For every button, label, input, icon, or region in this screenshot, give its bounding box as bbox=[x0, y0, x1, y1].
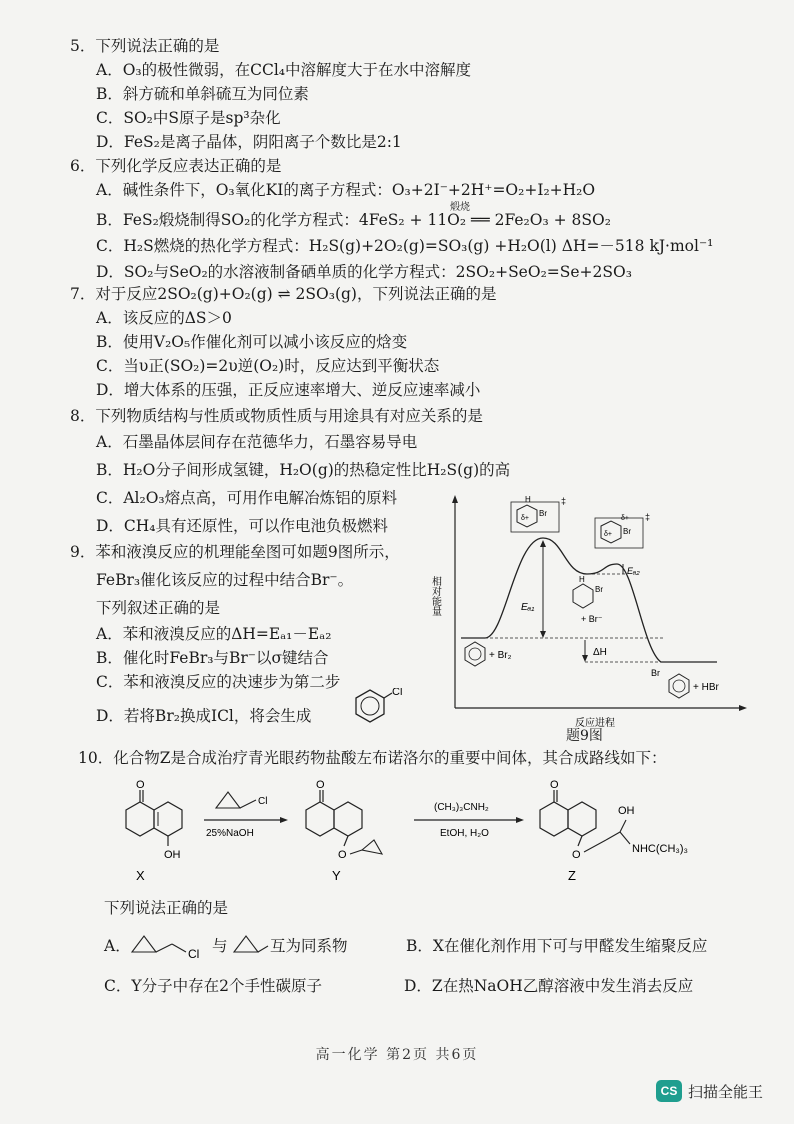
ea1-label: Eₐ₁ bbox=[521, 602, 535, 613]
q6-option-d: D．SO₂与SeO₂的水溶液制备硒单质的化学方程式：2SO₂+SeO₂=Se+2SO₃ bbox=[96, 263, 632, 281]
svg-text:Br: Br bbox=[595, 585, 603, 594]
compound-y-structure bbox=[306, 780, 382, 861]
svg-text:O: O bbox=[136, 780, 145, 791]
synthesis-route bbox=[96, 780, 736, 888]
q8-option-c: C．Al₂O₃熔点高，可用作电解冶炼铝的原料 bbox=[96, 489, 398, 507]
svg-text:NHC(CH₃)₃: NHC(CH₃)₃ bbox=[632, 843, 689, 855]
compound-z-structure bbox=[540, 780, 688, 861]
q6-stem: 6．下列化学反应表达正确的是 bbox=[70, 157, 282, 175]
q8-option-d: D．CH₄具有还原性，可以作电池负极燃料 bbox=[96, 517, 389, 535]
q10-stem: 10．化合物Z是合成治疗青光眼药物盐酸左布诺洛尔的重要中间体，其合成路线如下： bbox=[78, 749, 667, 767]
intermediate-structure bbox=[573, 584, 593, 608]
q6-option-c: C．H₂S燃烧的热化学方程式：H₂S(g)+2O₂(g)=SO₃(g) +H₂O(l) ΔH=－518 kJ·mol⁻¹ bbox=[96, 237, 714, 255]
q9-stem-line2: FeBr₃催化该反应的过程中结合Br⁻。 bbox=[96, 571, 354, 589]
svg-text:H: H bbox=[579, 575, 585, 584]
q7-option-c: C．当υ正(SO₂)=2υ逆(O₂)时，反应达到平衡状态 bbox=[96, 357, 440, 375]
svg-text:‡: ‡ bbox=[645, 512, 651, 522]
x-axis-arrow bbox=[739, 705, 747, 711]
y-axis-arrow bbox=[452, 495, 458, 503]
svg-text:OH: OH bbox=[618, 805, 635, 817]
svg-text:δ+: δ+ bbox=[521, 515, 529, 522]
reagent-solvent: EtOH, H₂O bbox=[440, 828, 489, 839]
svg-text:Cl: Cl bbox=[258, 796, 268, 807]
q6-option-a: A．碱性条件下，O₃氧化KI的离子方程式：O₃+2I⁻+2H⁺=O₂+I₂+H₂O bbox=[96, 181, 596, 199]
ts2-bracket bbox=[595, 518, 643, 548]
q6-condition-label: 煅烧 bbox=[450, 202, 470, 213]
svg-text:Br: Br bbox=[539, 509, 547, 518]
q8-option-b: B．H₂O分子间形成氢键，H₂O(g)的热稳定性比H₂S(g)的高 bbox=[96, 461, 511, 479]
q8-stem: 8．下列物质结构与性质或物质性质与用途具有对应关系的是 bbox=[70, 407, 483, 425]
product-label: + HBr bbox=[693, 682, 719, 693]
page-footer: 高一化学 第2页 共6页 bbox=[315, 1047, 479, 1063]
ea2-label: Eₐ₂ bbox=[627, 566, 640, 576]
q5-option-a: A．O₃的极性微弱，在CCl₄中溶解度大于在水中溶解度 bbox=[96, 61, 472, 79]
reagent-amine: (CH₃)₃CNH₂ bbox=[434, 802, 489, 813]
q5-stem: 5．下列说法正确的是 bbox=[70, 37, 220, 55]
svg-text:Br: Br bbox=[651, 668, 660, 678]
q10-option-d: D．Z在热NaOH乙醇溶液中发生消去反应 bbox=[404, 977, 694, 995]
svg-text:δ+: δ+ bbox=[621, 515, 629, 522]
q6-option-b: B．FeS₂煅烧制得SO₂的化学方程式：4FeS₂ + 11O₂ ══ 2Fe₂O₃ + 8SO₂ bbox=[96, 211, 611, 229]
q7-option-d: D．增大体系的压强，正反应速率增大、逆反应速率减小 bbox=[96, 381, 481, 399]
reactant-benzene bbox=[465, 642, 485, 666]
q9-stem-line3: 下列叙述正确的是 bbox=[96, 599, 221, 617]
cs-logo-icon: CS bbox=[656, 1080, 682, 1102]
q9-option-a: A．苯和液溴反应的ΔH=Eₐ₁－Eₐ₂ bbox=[96, 625, 332, 643]
reagent-naoh: 25%NaOH bbox=[206, 828, 254, 839]
svg-text:O: O bbox=[338, 849, 347, 861]
q10-option-a-mid: 与 bbox=[212, 937, 228, 955]
reaction-arrow-2 bbox=[414, 802, 524, 839]
q9-option-c: C．苯和液溴反应的决速步为第二步 bbox=[96, 673, 341, 691]
q5-option-c: C．SO₂中S原子是sp³杂化 bbox=[96, 109, 281, 127]
q9-stem-line1: 9．苯和液溴反应的机理能垒图可如题9图所示， bbox=[70, 543, 400, 561]
reactant-label: + Br₂ bbox=[489, 650, 512, 661]
svg-text:‡: ‡ bbox=[561, 496, 567, 506]
reaction-arrow-1 bbox=[204, 792, 288, 839]
intermediate-label: + Br⁻ bbox=[581, 614, 603, 624]
y-axis-label: 相对能量 bbox=[429, 576, 441, 616]
q10-option-a-suffix: 互为同系物 bbox=[270, 937, 348, 955]
energy-diagram bbox=[425, 490, 750, 740]
chlorobenzene-structure bbox=[336, 688, 406, 732]
q8-option-a: A．石墨晶体层间存在范德华力，石墨容易导电 bbox=[96, 433, 418, 451]
q10-option-c: C．Y分子中存在2个手性碳原子 bbox=[104, 977, 322, 995]
svg-text:Cl: Cl bbox=[188, 947, 200, 960]
energy-curve bbox=[461, 538, 717, 662]
compound-x-label: X bbox=[136, 868, 145, 883]
q10-option-a-prefix: A． bbox=[104, 937, 131, 955]
svg-text:OH: OH bbox=[164, 849, 181, 861]
x-axis-label: 反应进程 bbox=[575, 718, 615, 729]
q7-option-b: B．使用V₂O₅作催化剂可以减小该反应的焓变 bbox=[96, 333, 408, 351]
epoxide-ethyl-structure bbox=[230, 924, 270, 960]
svg-text:H: H bbox=[525, 495, 531, 504]
svg-text:δ+: δ+ bbox=[604, 531, 612, 538]
product-bromobenzene bbox=[669, 674, 689, 698]
q5-option-b: B．斜方硫和单斜硫互为同位素 bbox=[96, 85, 309, 103]
svg-text:O: O bbox=[316, 780, 325, 791]
q10-option-b: B．X在催化剂作用下可与甲醛发生缩聚反应 bbox=[406, 937, 708, 955]
svg-text:O: O bbox=[572, 849, 581, 861]
dh-label: ΔH bbox=[593, 647, 607, 658]
q7-stem: 7．对于反应2SO₂(g)+O₂(g) ⇌ 2SO₃(g)，下列说法正确的是 bbox=[70, 285, 497, 303]
scanner-watermark bbox=[656, 1080, 763, 1102]
q10-question: 下列说法正确的是 bbox=[104, 899, 229, 917]
cs-brand-text: 扫描全能王 bbox=[688, 1082, 764, 1101]
compound-y-label: Y bbox=[332, 868, 341, 883]
compound-x-structure bbox=[126, 780, 182, 861]
chlorobenzene-cl-label: Cl bbox=[392, 688, 403, 698]
svg-text:O: O bbox=[550, 780, 559, 791]
compound-z-label: Z bbox=[568, 868, 576, 883]
q9-option-b: B．催化时FeBr₃与Br⁻以σ键结合 bbox=[96, 649, 329, 667]
q9-option-d: D．若将Br₂换成ICl，将会生成 bbox=[96, 707, 312, 725]
figure-caption: 题9图 bbox=[566, 728, 603, 744]
q7-option-a: A．该反应的ΔS＞0 bbox=[96, 309, 232, 327]
svg-text:Br: Br bbox=[623, 527, 631, 536]
ts1-bracket bbox=[511, 502, 559, 532]
q5-option-d: D．FeS₂是离子晶体，阴阳离子个数比是2:1 bbox=[96, 133, 402, 151]
